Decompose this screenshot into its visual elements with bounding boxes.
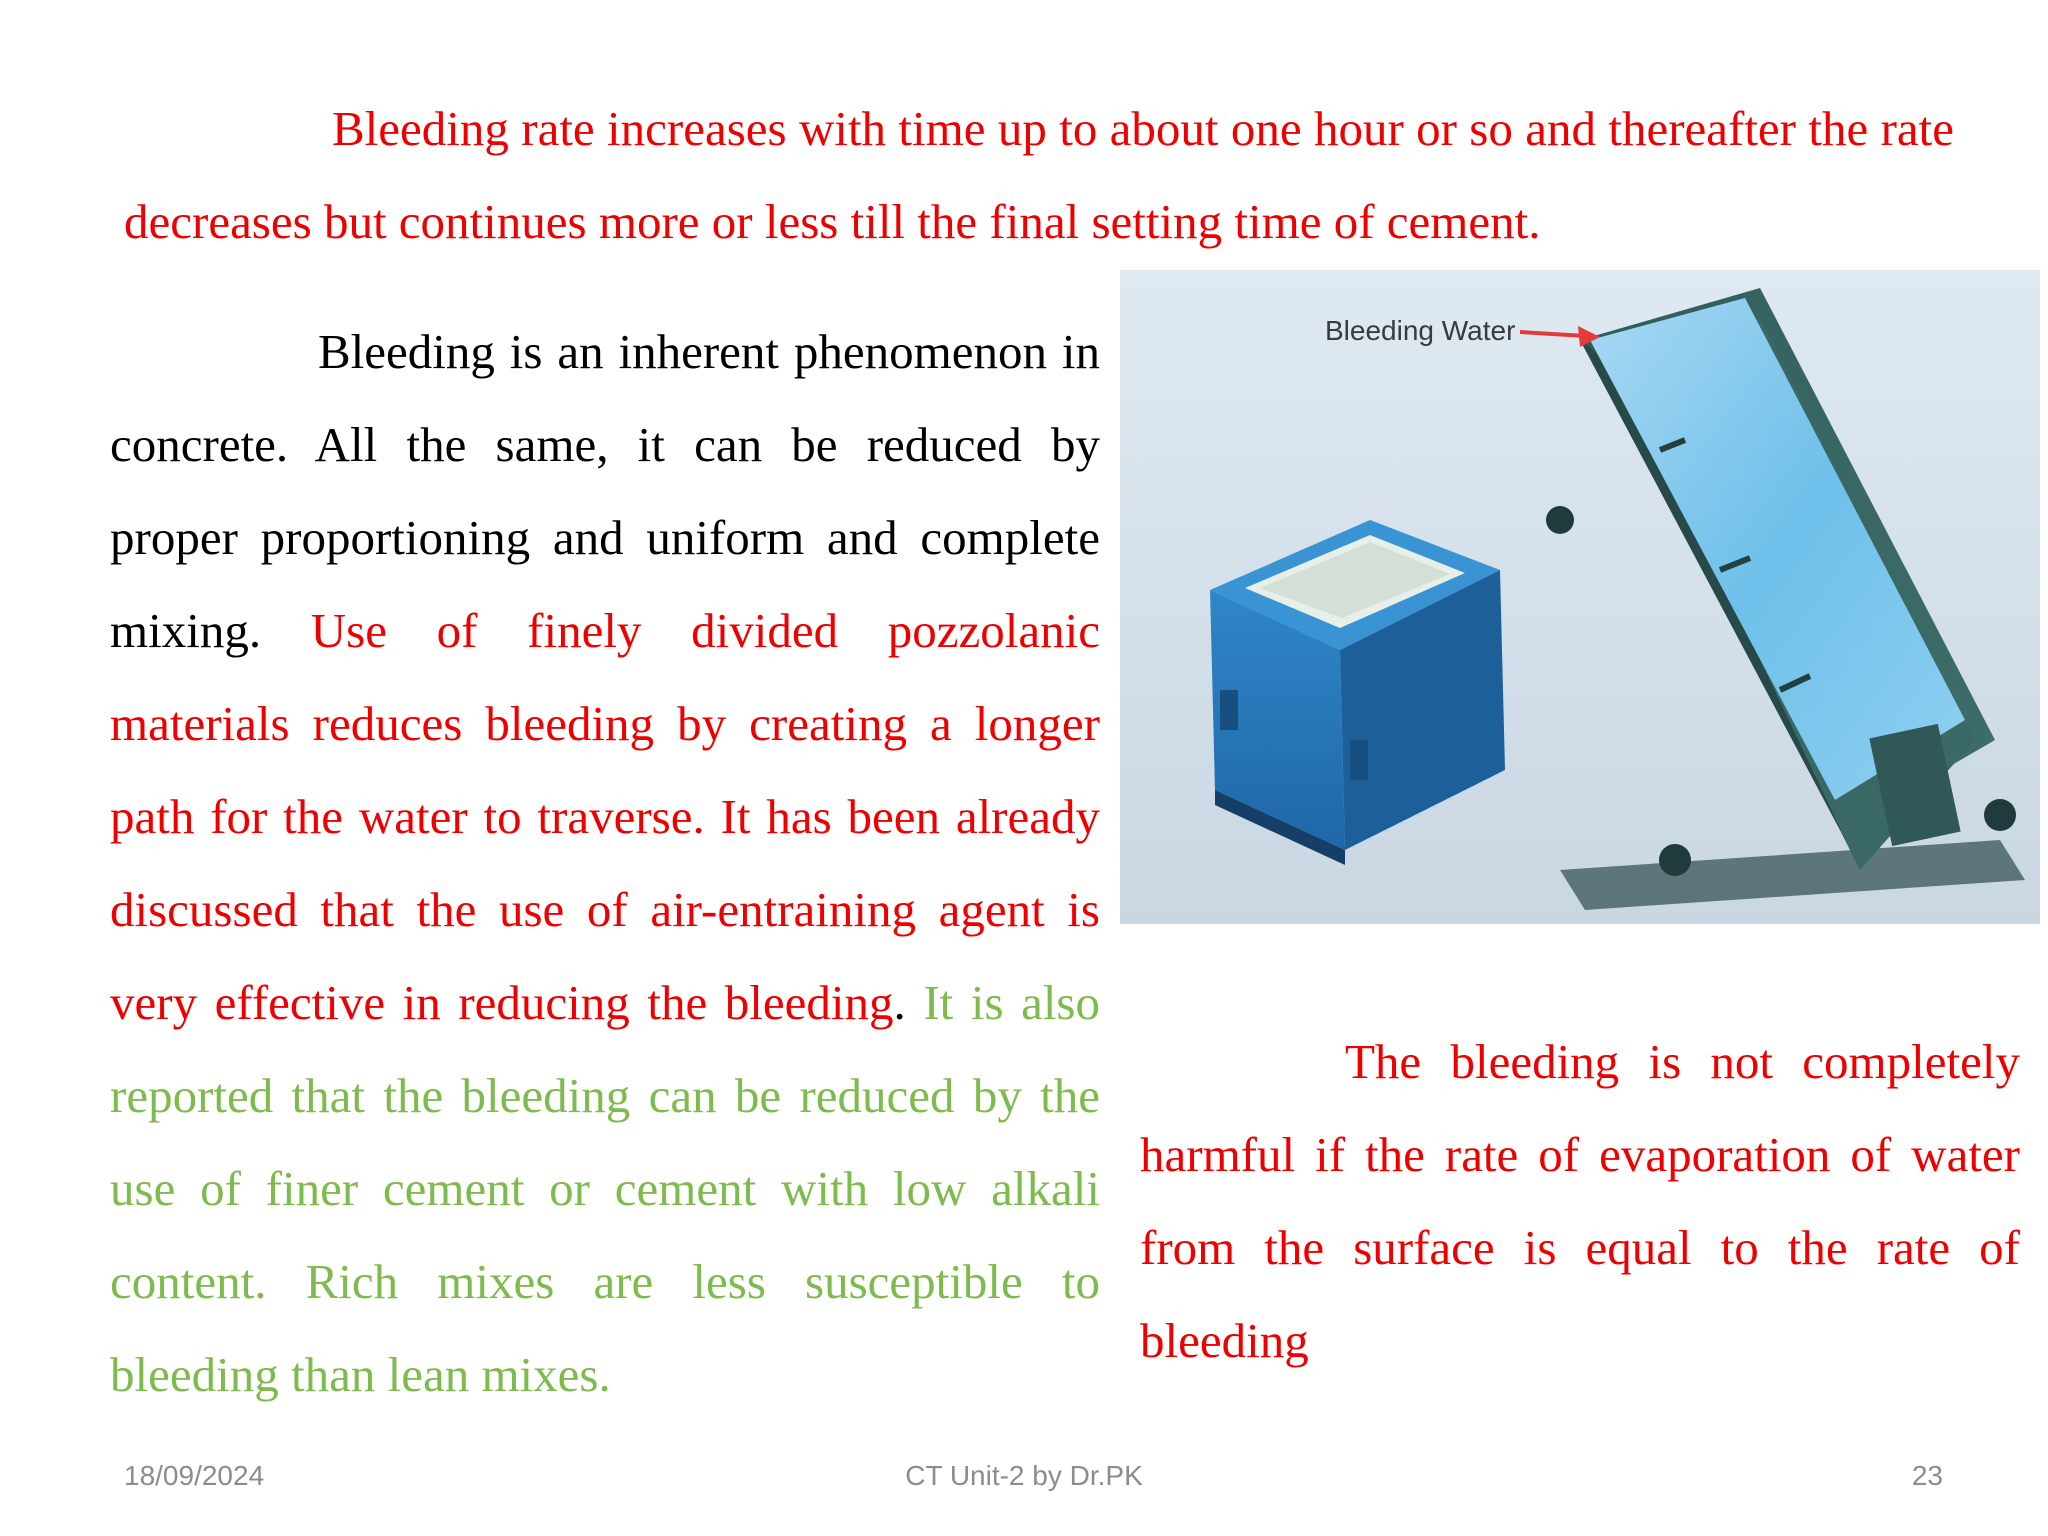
left-paragraph [110,305,1100,1421]
left-paragraph-green-text: It is also reported that the bleeding can be reduced by the use of finer cement or cement with low alkali content. Rich mixes are less susceptible to bleeding than lean mixes. [110,975,1101,1402]
bleeding-water-label: Bleeding Water [1325,315,1516,346]
right-paragraph-text: The bleeding is not completely harmful if the rate of evaporation of water from the surface is equal to the rate of bleeding [1140,1034,2020,1368]
left-paragraph-black-text: Bleeding is an inherent phenomenon in concrete. All the same, it can be reduced by proper proportioning and uniform and complete mixing. [110,324,1100,658]
footer-page-number: 23 [1911,1460,1943,1491]
left-paragraph-period: . [893,975,906,1030]
footer-date: 18/09/2024 [124,1460,265,1491]
concrete-moulds-photo [1120,270,2040,924]
right-paragraph [1140,1015,2020,1387]
top-paragraph [124,82,1954,268]
top-paragraph-text: Bleeding rate increases with time up to about one hour or so and thereafter the rate decreases but continues more or less till the final setting time of cement. [124,101,1954,249]
left-paragraph-red-text: Use of finely divided pozzolanic materials reduces bleeding by creating a longer path for the water to traverse. It has been already discussed that the use of air-entraining agent is very effective in reducing the bleeding [110,603,1101,1030]
footer-title: CT Unit-2 by Dr.PK [905,1460,1143,1491]
